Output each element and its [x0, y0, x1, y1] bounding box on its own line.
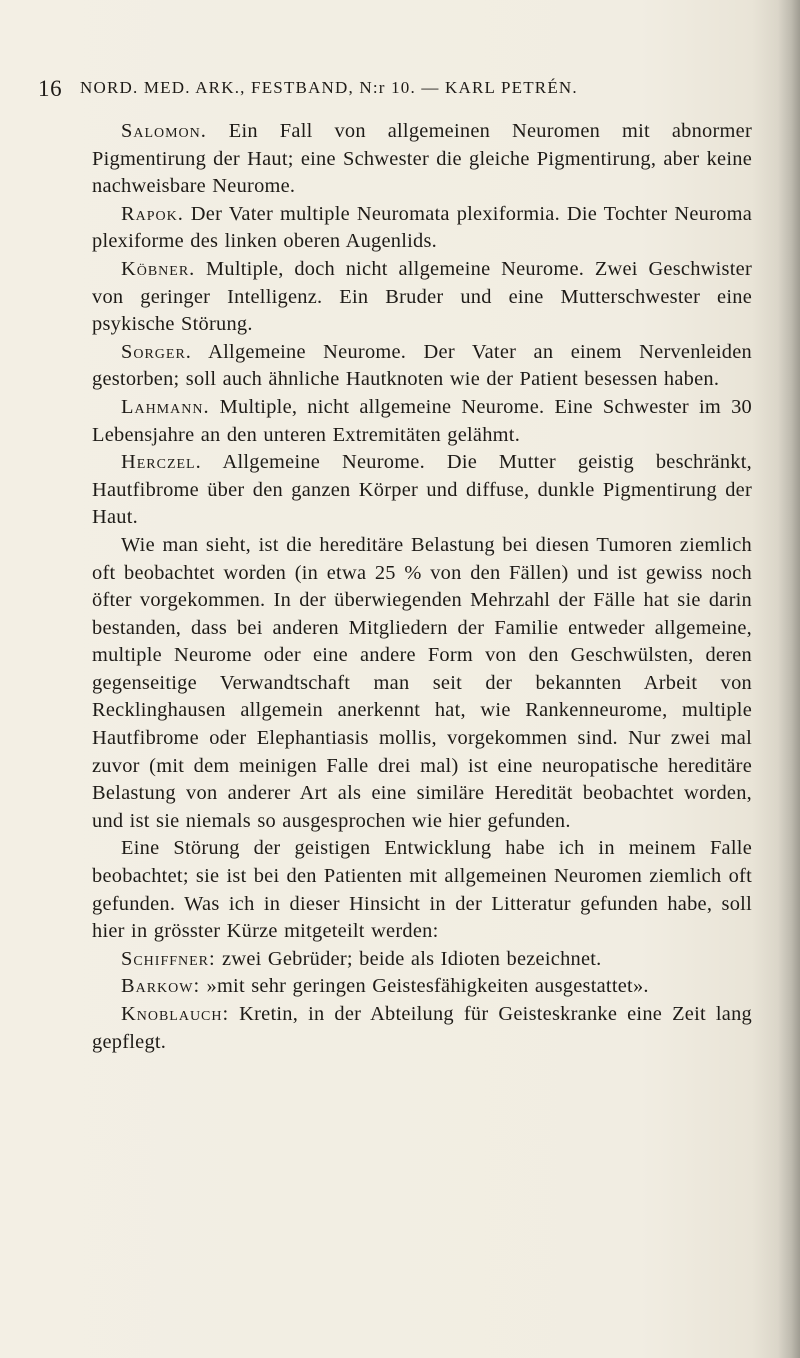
author-name: Lahmann. — [121, 395, 210, 418]
author-name: Rapok. — [121, 202, 184, 225]
paragraph-text: Ein Fall von allgemeinen Neuromen mit abnormer Pigmentirung der Haut; eine Schwester die gleiche Pigmentirung, aber keine nachweisbare Neurome. — [92, 120, 752, 198]
paragraph-rapok — [92, 201, 752, 256]
paragraph-koebner — [92, 256, 752, 339]
paragraph-text: Allgemeine Neurome. Die Mutter geistig beschränkt, Hautfibrome über den ganzen Körper und diffuse, dunkle Pigmentirung der Haut. — [92, 451, 752, 529]
paragraph-text: Wie man sieht, ist die hereditäre Belastung bei diesen Tumoren ziemlich oft beobachtet worden (in etwa 25 % von den Fällen) und ist gewiss noch öfter vorgekommen. In der überwiegenden Mehrzahl der Fälle hat sie darin bestanden, dass bei anderen Mitgliedern der Familie entweder allgemeine, multiple Neurome oder eine andere Form von den Geschwülsten, deren gegenseitige Verwandtschaft man seit der bekannten Arbeit von Recklinghausen allgemein anerkennt hat, wie Rankenneurome, multiple Hautfibrome oder Elephantiasis mollis, vorgekommen sind. Nur zwei mal zuvor (mit dem meinigen Falle drei mal) ist eine neuropatische hereditäre Belastung von anderer Art als eine similäre Heredität beobachtet worden, und ist sie niemals so ausgesprochen wie hier gefunden. — [92, 533, 752, 832]
author-name: Sorger. — [121, 340, 192, 363]
author-name: Köbner. — [121, 257, 196, 280]
paragraph-text: Kretin, in der Abteilung für Geisteskranke eine Zeit lang gepflegt. — [92, 1003, 752, 1053]
page-number: 16 — [38, 76, 63, 101]
paragraph-schiffner — [92, 946, 752, 974]
author-name: Schiffner: — [121, 947, 216, 970]
paragraph-salomon — [92, 118, 752, 201]
page-header — [38, 76, 748, 106]
author-name: Barkow: — [121, 975, 201, 998]
paragraph-text: »mit sehr geringen Geistesfähigkeiten ausgestattet». — [200, 975, 649, 998]
paragraph-mental-development — [92, 835, 752, 945]
author-name: Knoblauch: — [121, 1003, 230, 1025]
author-name: Salomon. — [121, 120, 207, 142]
paragraph-sorger — [92, 339, 752, 394]
paragraph-herczel — [92, 449, 752, 532]
paragraph-text: Der Vater multiple Neuromata plexiformia. Die Tochter Neuroma plexiforme des linken oberen Augenlids. — [92, 202, 752, 253]
paragraph-barkow — [92, 973, 752, 1001]
paragraph-text: Eine Störung der geistigen Entwicklung habe ich in meinem Falle beobachtet; sie ist bei den Patienten mit allgemeinen Neuromen ziemlich oft gefunden. Was ich in dieser Hinsicht in der Litteratur gefunden habe, soll hier in grösster Kürze mitgeteilt werden: — [92, 837, 752, 943]
paragraph-knoblauch — [92, 1001, 752, 1056]
author-name: Herczel. — [121, 451, 202, 474]
body-text — [92, 118, 752, 1056]
paragraph-text: Allgemeine Neurome. Der Vater an einem Nervenleiden gestorben; soll auch ähnliche Hautknoten wie der Patient besessen haben. — [92, 340, 752, 391]
paragraph-heredity — [92, 532, 752, 836]
paragraph-text: Multiple, nicht allgemeine Neurome. Eine Schwester im 30 Lebensjahre an den unteren Extremitäten gelähmt. — [92, 395, 752, 446]
paragraph-text: Multiple, doch nicht allgemeine Neurome. Zwei Geschwister von geringer Intelligenz. Ein Bruder und eine Mutterschwester eine psykische Störung. — [92, 257, 752, 336]
paragraph-lahmann — [92, 394, 752, 449]
running-head: NORD. MED. ARK., FESTBAND, N:r 10. — KARL PETRÉN. — [80, 78, 578, 97]
page-edge-shadow — [778, 0, 800, 1358]
paragraph-text: zwei Gebrüder; beide als Idioten bezeichnet. — [215, 947, 602, 970]
